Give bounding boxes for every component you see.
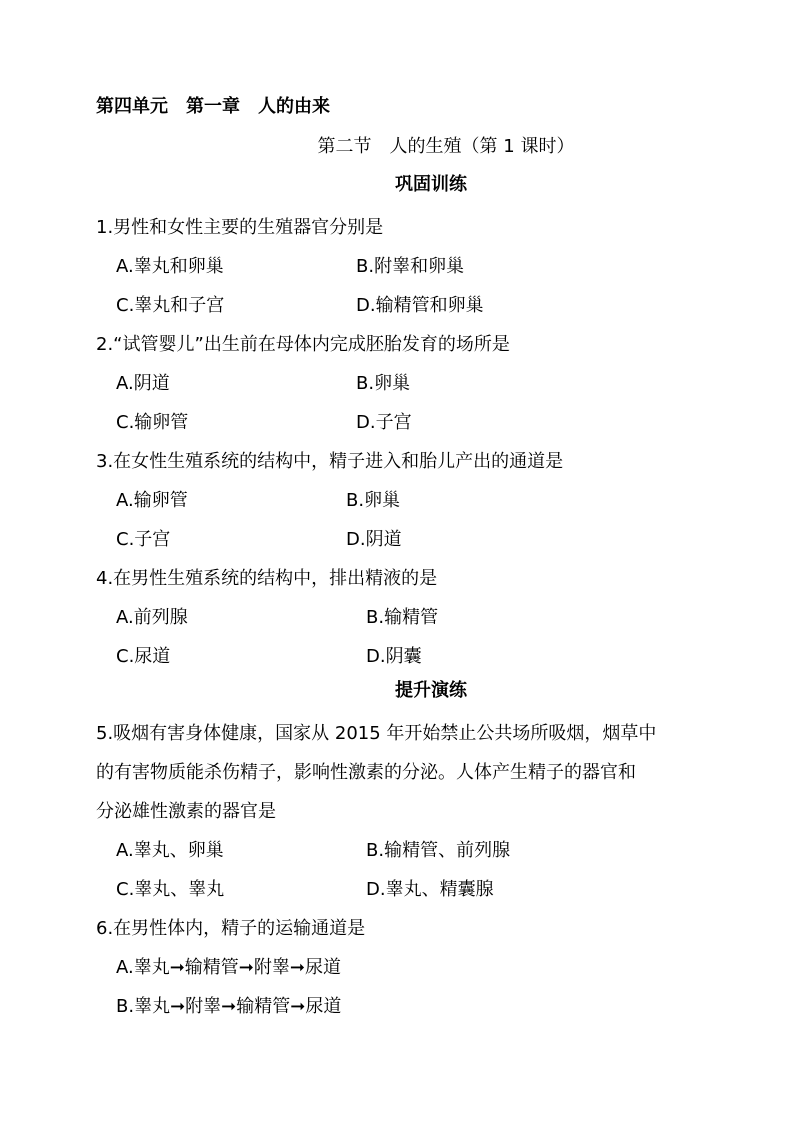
question-1-options — [116, 247, 716, 325]
question-3-option-c: C.子宫 — [116, 529, 171, 550]
question-6-text: 6.在男性体内，精子的运输通道是 — [96, 918, 366, 939]
question-2-text: 2.“试管婴儿”出生前在母体内完成胚胎发育的场所是 — [96, 334, 510, 355]
question-1-option-c: C.睾丸和子宫 — [116, 295, 225, 316]
question-6-option-a: A.睾丸➞输精管➞附睾➞尿道 — [116, 957, 341, 978]
question-1-option-a: A.睾丸和卵巢 — [116, 256, 224, 277]
question-3-options — [116, 481, 716, 559]
question-5-line-3: 分泌雄性激素的器官是 — [96, 801, 276, 822]
question-6 — [96, 909, 716, 1026]
unit-title: 第四单元 第一章 人的由来 — [96, 96, 330, 117]
question-5-line-2: 的有害物质能杀伤精子，影响性激素的分泌。人体产生精子的器官和 — [96, 762, 636, 783]
improvement-heading: 提升演练 — [395, 680, 467, 701]
question-1 — [96, 208, 716, 325]
question-4-option-b: B.输精管 — [366, 607, 439, 628]
question-5-options — [116, 831, 716, 909]
question-4-options — [116, 598, 716, 676]
question-2-option-b: B.卵巢 — [356, 373, 411, 394]
question-2-option-a: A.阴道 — [116, 373, 170, 394]
question-3 — [96, 442, 716, 559]
question-5 — [96, 714, 716, 909]
question-2-option-d: D.子宫 — [356, 412, 412, 433]
question-3-option-d: D.阴道 — [346, 529, 402, 550]
question-4-text: 4.在男性生殖系统的结构中，排出精液的是 — [96, 568, 438, 589]
question-5-option-c: C.睾丸、睾丸 — [116, 879, 225, 900]
question-3-option-b: B.卵巢 — [346, 490, 401, 511]
worksheet-page — [96, 92, 716, 1026]
question-5-line-1: 5.吸烟有害身体健康，国家从 2015 年开始禁止公共场所吸烟，烟草中 — [96, 723, 657, 744]
question-4-option-a: A.前列腺 — [116, 607, 188, 628]
question-5-option-d: D.睾丸、精囊腺 — [366, 879, 494, 900]
question-4 — [96, 559, 716, 676]
question-4-option-c: C.尿道 — [116, 646, 171, 667]
question-2 — [96, 325, 716, 442]
question-4-option-d: D.阴囊 — [366, 646, 422, 667]
question-1-text: 1.男性和女性主要的生殖器官分别是 — [96, 217, 384, 238]
question-6-option-b: B.睾丸➞附睾➞输精管➞尿道 — [116, 996, 342, 1017]
question-5-option-b: B.输精管、前列腺 — [366, 840, 511, 861]
question-3-text: 3.在女性生殖系统的结构中，精子进入和胎儿产出的通道是 — [96, 451, 564, 472]
question-3-option-a: A.输卵管 — [116, 490, 188, 511]
question-2-option-c: C.输卵管 — [116, 412, 189, 433]
section-title: 第二节 人的生殖（第 1 课时） — [317, 136, 575, 157]
question-5-option-a: A.睾丸、卵巢 — [116, 840, 224, 861]
question-2-options — [116, 364, 716, 442]
question-1-option-d: D.输精管和卵巢 — [356, 295, 484, 316]
consolidation-heading: 巩固训练 — [395, 174, 467, 195]
question-1-option-b: B.附睾和卵巢 — [356, 256, 465, 277]
